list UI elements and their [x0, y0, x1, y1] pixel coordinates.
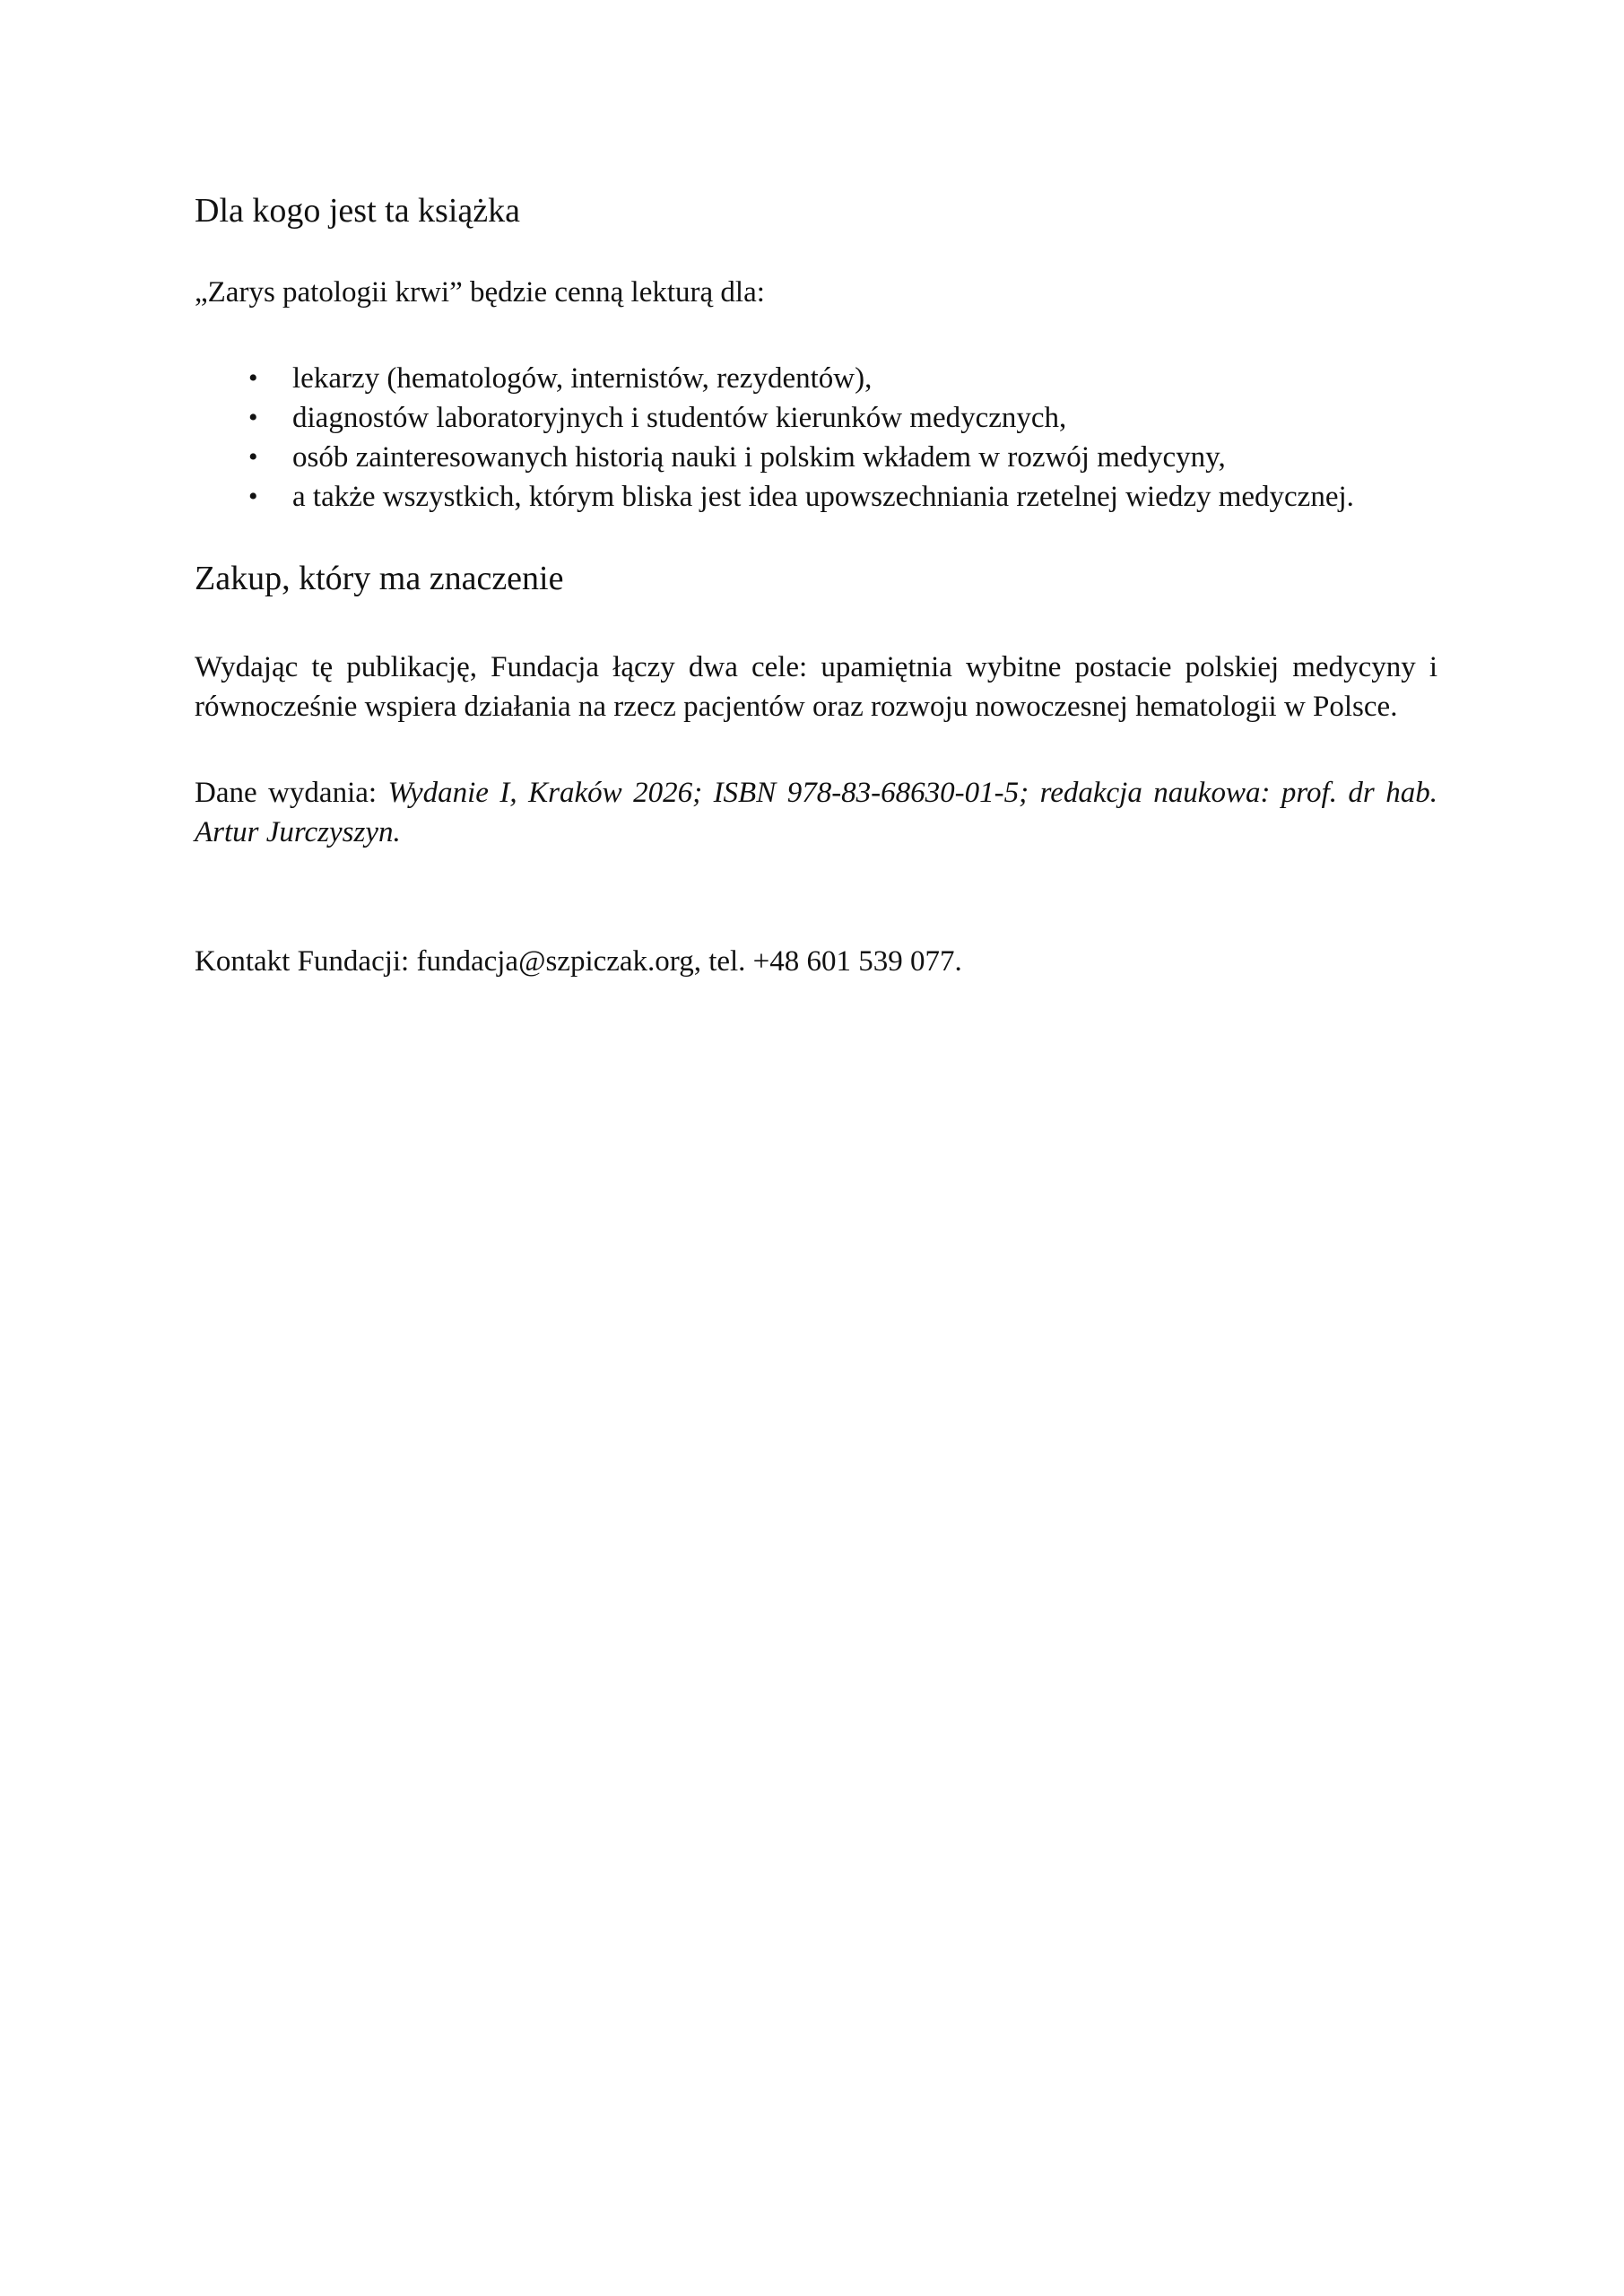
list-item: [195, 438, 1437, 477]
purchase-paragraph: Wydając tę publikację, Fundacja łączy dwa cele: upamiętnia wybitne postacie polskiej medycyny i równocześnie wspiera działania na rzecz pacjentów oraz rozwoju nowoczesnej hematologii w Polsce.: [195, 651, 1437, 723]
edition-label: Dane wydania:: [195, 777, 388, 809]
bullet-icon: •: [248, 403, 258, 432]
section-title-audience: Dla kogo jest ta książka: [195, 192, 521, 230]
document-page: [195, 190, 1437, 981]
list-item: [195, 359, 1437, 398]
edition-details: Wydanie I, Kraków 2026; ISBN 978-83-68630-01-5; redakcja naukowa: prof. dr hab. Artur Jurczyszyn.: [195, 777, 1437, 848]
list-item: [195, 477, 1437, 517]
list-item-text: diagnostów laboratoryjnych i studentów kierunków medycznych,: [292, 402, 1067, 434]
list-item-text: osób zainteresowanych historią nauki i polskim wkładem w rozwój medycyny,: [292, 441, 1226, 474]
list-item-text: a także wszystkich, którym bliska jest idea upowszechniania rzetelnej wiedzy medycznej.: [292, 481, 1354, 513]
list-item: [195, 398, 1437, 438]
audience-list: [195, 359, 1437, 517]
bullet-icon: •: [248, 482, 258, 511]
audience-lead: „Zarys patologii krwi” będzie cenną lekturą dla:: [195, 276, 765, 309]
section-title-purchase: Zakup, który ma znaczenie: [195, 560, 564, 597]
list-item-text: lekarzy (hematologów, internistów, rezydentów),: [292, 362, 873, 395]
bullet-icon: •: [248, 442, 258, 472]
contact-info: Kontakt Fundacji: fundacja@szpiczak.org, tel. +48 601 539 077.: [195, 945, 962, 978]
edition-info: [195, 773, 1437, 852]
bullet-icon: •: [248, 363, 258, 393]
